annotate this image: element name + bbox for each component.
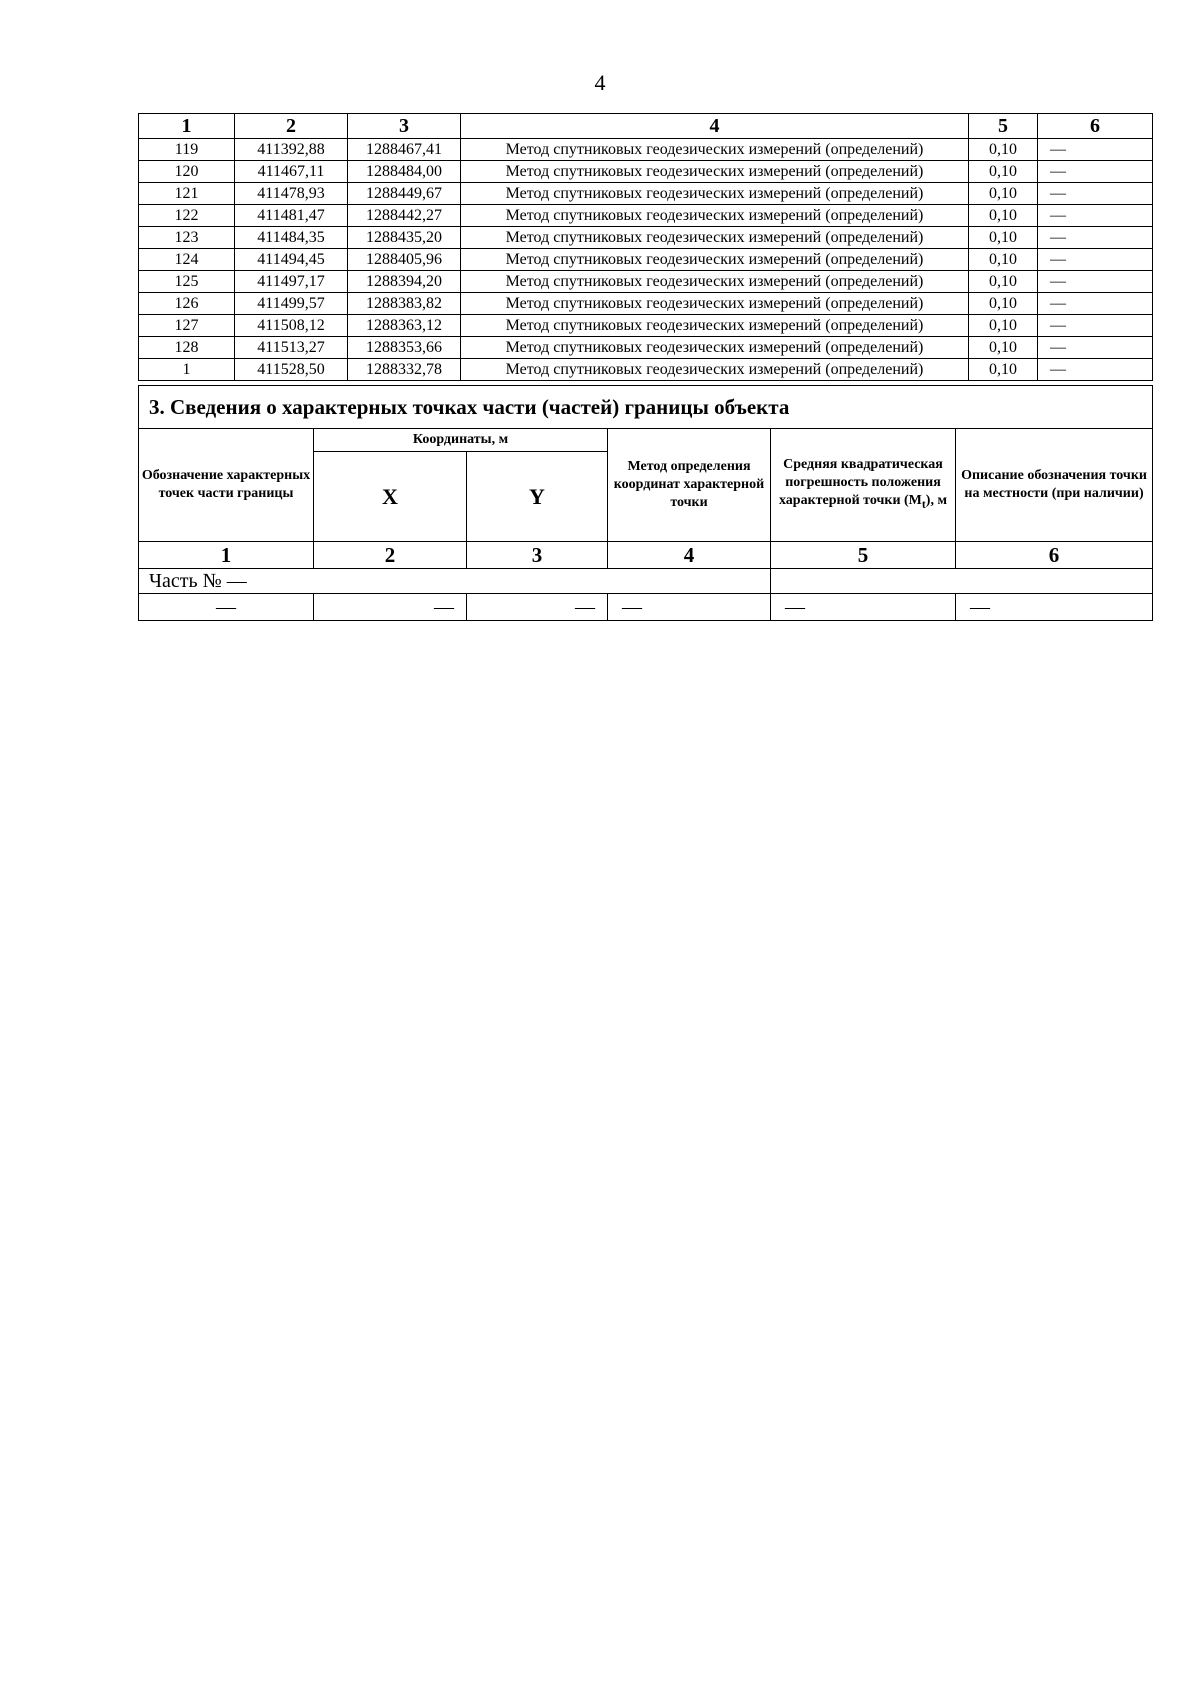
table-cell: 0,10 [969,227,1038,249]
table-row [139,249,1153,271]
table-cell: 121 [139,183,235,205]
section-title: 3. Сведения о характерных точках части (частей) границы объекта [139,386,1153,429]
table-row [139,337,1153,359]
table-cell: 124 [139,249,235,271]
table-row [139,161,1153,183]
table-row [139,315,1153,337]
method-header: Метод определения координат характерной точки [608,429,771,542]
table-cell: 119 [139,139,235,161]
table-cell: 1288353,66 [348,337,461,359]
table-cell: 127 [139,315,235,337]
table-cell: 0,10 [969,271,1038,293]
table-cell: Метод спутниковых геодезических измерений (определений) [461,139,969,161]
table-cell: 411478,93 [235,183,348,205]
table-cell: Метод спутниковых геодезических измерений (определений) [461,271,969,293]
x-header: X [314,452,467,542]
table-cell: — [1038,271,1153,293]
table-cell: 123 [139,227,235,249]
table-cell: 1288394,20 [348,271,461,293]
table-cell: 1288363,12 [348,315,461,337]
part-empty-cell [771,569,1153,594]
table-cell: Метод спутниковых геодезических измерений (определений) [461,337,969,359]
table-cell: 1288467,41 [348,139,461,161]
table-cell: 122 [139,205,235,227]
column-header: 3 [348,114,461,139]
table-cell: — [467,594,608,621]
boundary-points-table [138,113,1153,381]
table-cell: — [314,594,467,621]
table-cell: 120 [139,161,235,183]
table-cell: Метод спутниковых геодезических измерений (определений) [461,161,969,183]
table-cell: — [1038,183,1153,205]
table-cell: — [1038,161,1153,183]
table-cell: 1288405,96 [348,249,461,271]
table-row [139,293,1153,315]
table-cell: 1288449,67 [348,183,461,205]
page-number: 4 [594,70,606,95]
table-cell: 0,10 [969,183,1038,205]
column-header: 5 [969,114,1038,139]
table-cell: — [139,594,314,621]
table-cell: — [1038,139,1153,161]
table-cell: — [608,594,771,621]
table-cell: 411499,57 [235,293,348,315]
table-cell: 411497,17 [235,271,348,293]
column-number: 2 [314,542,467,569]
table-cell: 411513,27 [235,337,348,359]
error-header-tail: ), м [925,493,947,509]
table-cell: 411392,88 [235,139,348,161]
table-cell: — [1038,205,1153,227]
error-header-text: Средняя квадратическая погрешность положения характерной точки (M [778,457,943,509]
table-cell: 0,10 [969,249,1038,271]
table-cell: 411494,45 [235,249,348,271]
table-row [139,183,1153,205]
column-number: 5 [771,542,956,569]
table-row [139,227,1153,249]
table-cell: 1288484,00 [348,161,461,183]
table-cell: 125 [139,271,235,293]
description-header: Описание обозначения точки на местности (при наличии) [956,429,1153,542]
error-header [771,429,956,542]
column-header: 1 [139,114,235,139]
table-cell: 0,10 [969,359,1038,381]
table-cell: Метод спутниковых геодезических измерений (определений) [461,227,969,249]
table-cell: 411467,11 [235,161,348,183]
table-cell: 411484,35 [235,227,348,249]
table-cell: 1288332,78 [348,359,461,381]
table-row [139,271,1153,293]
table-cell: — [1038,249,1153,271]
table-cell: Метод спутниковых геодезических измерений (определений) [461,205,969,227]
column-number: 4 [608,542,771,569]
column-header: 4 [461,114,969,139]
part-points-table [138,385,1153,621]
column-number-row [139,542,1153,569]
y-header: Y [467,452,608,542]
part-label: Часть № — [139,569,771,594]
table-header-row [139,114,1153,139]
table-cell: 411508,12 [235,315,348,337]
table-cell: 1288383,82 [348,293,461,315]
table-cell: — [956,594,1153,621]
table-cell: Метод спутниковых геодезических измерений (определений) [461,183,969,205]
table-cell: — [1038,359,1153,381]
section-title-row [139,386,1153,429]
table-cell: Метод спутниковых геодезических измерений (определений) [461,359,969,381]
table-cell: 0,10 [969,315,1038,337]
table-cell: 0,10 [969,139,1038,161]
table-cell: — [1038,293,1153,315]
table-cell: 411528,50 [235,359,348,381]
table-header-row [139,429,1153,452]
table-cell: — [771,594,956,621]
table-row [139,359,1153,381]
table-cell: 0,10 [969,161,1038,183]
table-cell: — [1038,337,1153,359]
column-number: 6 [956,542,1153,569]
coordinates-header: Координаты, м [314,429,608,452]
table-cell: 126 [139,293,235,315]
column-number: 1 [139,542,314,569]
column-number: 3 [467,542,608,569]
column-header: 6 [1038,114,1153,139]
table-row [139,139,1153,161]
table-cell: 0,10 [969,293,1038,315]
table-cell: 411481,47 [235,205,348,227]
error-header-subscript: t [921,497,926,511]
table-cell: 1 [139,359,235,381]
table-cell: — [1038,227,1153,249]
column-header: 2 [235,114,348,139]
table-row [139,205,1153,227]
table-row [139,594,1153,621]
table-cell: Метод спутниковых геодезических измерений (определений) [461,293,969,315]
part-row [139,569,1153,594]
table-cell: — [1038,315,1153,337]
table-cell: Метод спутниковых геодезических измерений (определений) [461,315,969,337]
table-cell: 1288442,27 [348,205,461,227]
table-cell: 0,10 [969,205,1038,227]
table-cell: 128 [139,337,235,359]
table-cell: Метод спутниковых геодезических измерений (определений) [461,249,969,271]
designation-header: Обозначение характерных точек части границы [139,429,314,542]
table-cell: 0,10 [969,337,1038,359]
table-cell: 1288435,20 [348,227,461,249]
